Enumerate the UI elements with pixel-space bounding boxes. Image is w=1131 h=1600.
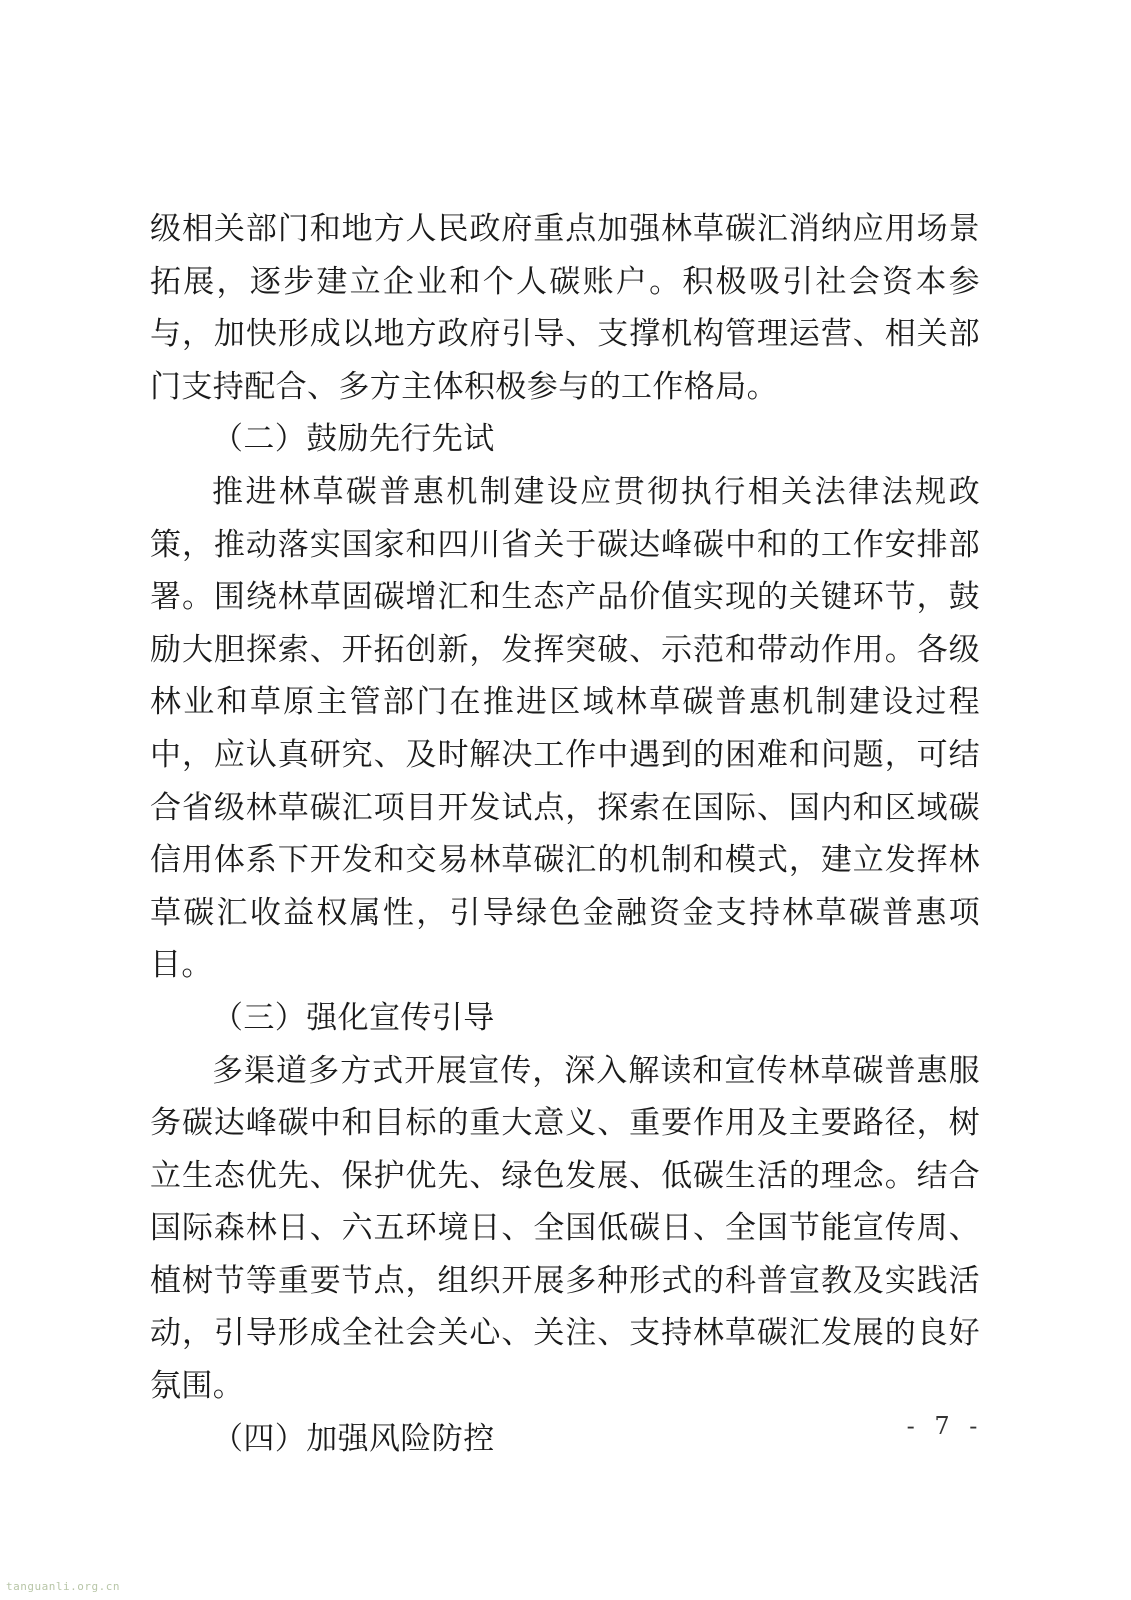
watermark-text: tanguanli.org.cn xyxy=(6,1580,120,1593)
paragraph-body: 推进林草碳普惠机制建设应贯彻执行相关法律法规政策，推动落实国家和四川省关于碳达峰碳中和的工作安排部署。围绕林草固碳增汇和生态产品价值实现的关键环节，鼓励大胆探索、开拓创新，发挥突破、示范和带动作用。各级林业和草原主管部门在推进区域林草碳普惠机制建设过程中，应认真研究、及时解决工作中遇到的困难和问题，可结合省级林草碳汇项目开发试点，探索在国际、国内和区域碳信用体系下开发和交易林草碳汇的机制和模式，建立发挥林草碳汇收益权属性，引导绿色金融资金支持林草碳普惠项目。 xyxy=(150,473,980,984)
page-number: - 7 - xyxy=(906,1412,984,1440)
section-heading-3: （三）强化宣传引导 xyxy=(212,999,495,1036)
paragraph-body: 多渠道多方式开展宣传，深入解读和宣传林草碳普惠服务碳达峰碳中和目标的重大意义、重要作用及主要路径，树立生态优先、保护优先、绿色发展、低碳生活的理念。结合国际森林日、六五环境日、全国低碳日、全国节能宣传周、植树节等重要节点，组织开展多种形式的科普宣教及实践活动，引导形成全社会关心、关注、支持林草碳汇发展的良好氛围。 xyxy=(150,1052,980,1405)
section-heading-2: （二）鼓励先行先试 xyxy=(212,421,495,458)
paragraph-continuation: 级相关部门和地方人民政府重点加强林草碳汇消纳应用场景拓展，逐步建立企业和个人碳账户。积极吸引社会资本参与，加快形成以地方政府引导、支撑机构管理运营、相关部门支持配合、多方主体积极参与的工作格局。 xyxy=(150,211,980,405)
document-body xyxy=(150,203,980,1465)
section-heading-4: （四）加强风险防控 xyxy=(212,1420,495,1457)
